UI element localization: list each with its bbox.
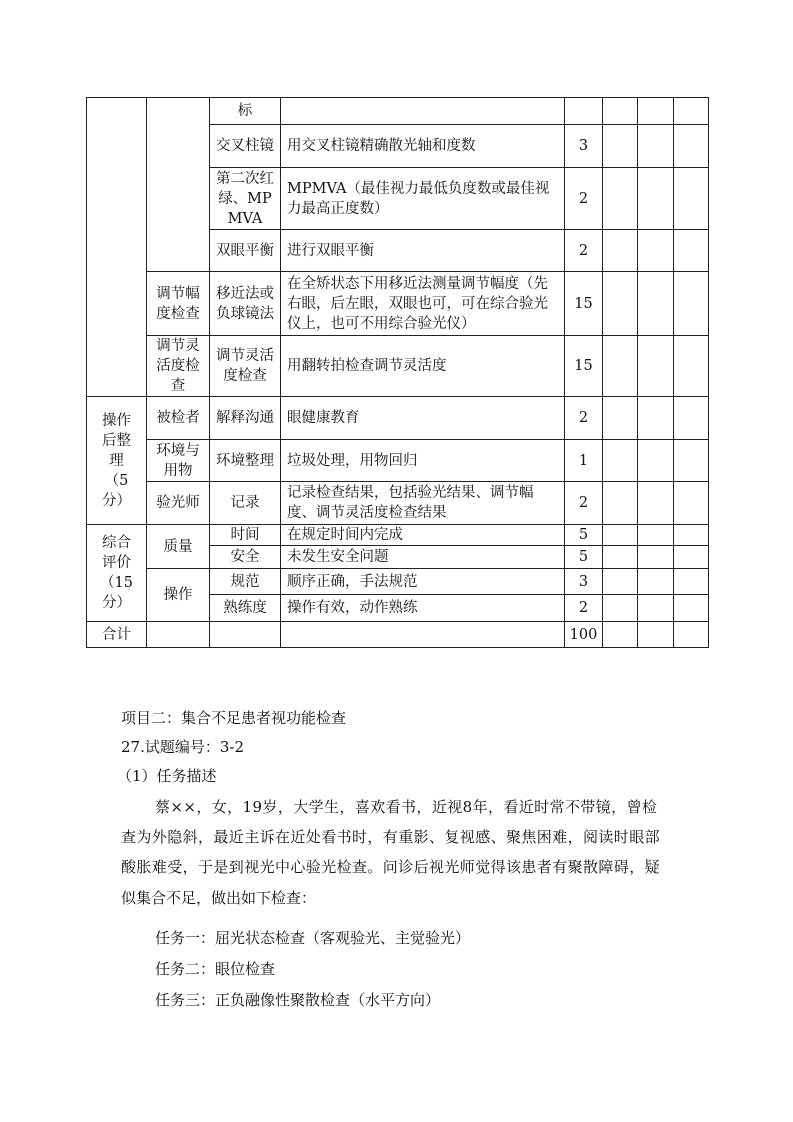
task-item: 任务二：眼位检查 — [155, 960, 276, 978]
score-cell: 3 — [565, 125, 603, 168]
table-row — [87, 440, 709, 482]
scoring-table — [86, 97, 709, 648]
content-cell: 在全矫状态下用移近法测量调节幅度（先右眼，后左眼，双眼也可，可在综合验光仪上，也可不用综合验光仪） — [281, 272, 565, 336]
sub-cell: 调节灵活度检查 — [147, 336, 210, 397]
score-cell: 2 — [565, 482, 603, 525]
blank-cell — [674, 336, 709, 397]
item-cell: 双眼平衡 — [210, 230, 281, 272]
item-cell: 第二次红绿、MPMVA — [210, 168, 281, 230]
score-cell: 2 — [565, 230, 603, 272]
blank-cell — [603, 622, 638, 648]
blank-cell — [674, 482, 709, 525]
blank-cell — [638, 595, 674, 622]
item-cell: 调节灵活度检查 — [210, 336, 281, 397]
blank-cell — [674, 397, 709, 440]
task-heading: （1）任务描述 — [117, 767, 217, 785]
project-title: 项目二：集合不足患者视功能检查 — [121, 709, 347, 727]
score-cell: 1 — [565, 440, 603, 482]
table-row — [87, 98, 709, 125]
paragraph-line: 似集合不足，做出如下检查： — [121, 889, 317, 907]
content-cell: 用翻转拍检查调节灵活度 — [281, 336, 565, 397]
blank-cell — [674, 525, 709, 546]
blank-cell — [674, 125, 709, 168]
item-cell: 交叉柱镜 — [210, 125, 281, 168]
item-cell: 移近法或负球镜法 — [210, 272, 281, 336]
item-cell: 时间 — [210, 525, 281, 546]
blank-cell — [674, 595, 709, 622]
blank-cell — [638, 569, 674, 595]
blank-cell — [674, 168, 709, 230]
score-cell: 5 — [565, 525, 603, 546]
content-cell: 进行双眼平衡 — [281, 230, 565, 272]
sub-cell: 被检者 — [147, 397, 210, 440]
sub-cell: 环境与用物 — [147, 440, 210, 482]
content-cell — [281, 98, 565, 125]
question-number: 27.试题编号：3-2 — [121, 738, 245, 756]
blank-cell — [603, 569, 638, 595]
content-cell: 垃圾处理，用物回归 — [281, 440, 565, 482]
item-cell: 记录 — [210, 482, 281, 525]
table-row — [87, 482, 709, 525]
total-score: 100 — [565, 622, 603, 648]
blank-cell — [638, 168, 674, 230]
table-row-total — [87, 622, 709, 648]
content-cell: 眼健康教育 — [281, 397, 565, 440]
content-cell: 在规定时间内完成 — [281, 525, 565, 546]
score-cell: 15 — [565, 336, 603, 397]
sub-cell-empty — [147, 98, 210, 272]
blank-cell — [603, 595, 638, 622]
content-cell: 用交叉柱镜精确散光轴和度数 — [281, 125, 565, 168]
blank-cell — [674, 440, 709, 482]
blank-cell — [638, 272, 674, 336]
blank-cell — [147, 622, 210, 648]
blank-cell — [603, 336, 638, 397]
blank-cell — [638, 622, 674, 648]
blank-cell — [638, 98, 674, 125]
table-row — [87, 525, 709, 546]
score-cell — [565, 98, 603, 125]
blank-cell — [638, 125, 674, 168]
sub-cell: 验光师 — [147, 482, 210, 525]
blank-cell — [638, 482, 674, 525]
sub-cell: 操作 — [147, 569, 210, 622]
blank-cell — [603, 440, 638, 482]
section-cell: 操作后整理（5分） — [87, 397, 147, 525]
blank-cell — [603, 272, 638, 336]
blank-cell — [603, 230, 638, 272]
paragraph-line: 蔡××，女，19岁，大学生，喜欢看书，近视8年，看近时常不带镜，曾检 — [155, 798, 658, 816]
content-cell: 记录检查结果，包括验光结果、调节幅度、调节灵活度检查结果 — [281, 482, 565, 525]
score-cell: 5 — [565, 546, 603, 569]
blank-cell — [674, 230, 709, 272]
blank-cell — [638, 546, 674, 569]
blank-cell — [603, 397, 638, 440]
blank-cell — [638, 230, 674, 272]
blank-cell — [603, 525, 638, 546]
blank-cell — [674, 546, 709, 569]
content-cell: 操作有效，动作熟练 — [281, 595, 565, 622]
item-cell: 标 — [210, 98, 281, 125]
sub-cell: 质量 — [147, 525, 210, 569]
section-cell-empty — [87, 98, 147, 397]
blank-cell — [674, 569, 709, 595]
table-row — [87, 336, 709, 397]
task-item: 任务一：屈光状态检查（客观验光、主觉验光） — [155, 929, 471, 947]
item-cell: 环境整理 — [210, 440, 281, 482]
blank-cell — [603, 168, 638, 230]
blank-cell — [674, 272, 709, 336]
blank-cell — [638, 397, 674, 440]
total-label: 合计 — [87, 622, 147, 648]
paragraph-line: 查为外隐斜，最近主诉在近处看书时，有重影、复视感、聚焦困难，阅读时眼部 — [121, 828, 661, 846]
blank-cell — [603, 125, 638, 168]
content-cell: 顺序正确，手法规范 — [281, 569, 565, 595]
score-cell: 2 — [565, 595, 603, 622]
item-cell: 熟练度 — [210, 595, 281, 622]
paragraph-line: 酸胀难受，于是到视光中心验光检查。问诊后视光师觉得该患者有聚散障碍，疑 — [121, 858, 661, 876]
section-cell: 综合评价（15分） — [87, 525, 147, 622]
item-cell: 安全 — [210, 546, 281, 569]
blank-cell — [638, 336, 674, 397]
table-row — [87, 272, 709, 336]
item-cell: 解释沟通 — [210, 397, 281, 440]
task-item: 任务三：正负融像性聚散检查（水平方向） — [155, 991, 441, 1009]
blank-cell — [210, 622, 281, 648]
score-cell: 3 — [565, 569, 603, 595]
score-cell: 15 — [565, 272, 603, 336]
sub-cell: 调节幅度检查 — [147, 272, 210, 336]
blank-cell — [603, 546, 638, 569]
content-cell: 未发生安全问题 — [281, 546, 565, 569]
item-cell: 规范 — [210, 569, 281, 595]
table-row — [87, 569, 709, 595]
blank-cell — [674, 98, 709, 125]
blank-cell — [603, 98, 638, 125]
content-cell: MPMVA（最佳视力最低负度数或最佳视力最高正度数） — [281, 168, 565, 230]
blank-cell — [638, 440, 674, 482]
table-row — [87, 397, 709, 440]
score-cell: 2 — [565, 168, 603, 230]
score-cell: 2 — [565, 397, 603, 440]
blank-cell — [638, 525, 674, 546]
blank-cell — [674, 622, 709, 648]
blank-cell — [281, 622, 565, 648]
blank-cell — [603, 482, 638, 525]
